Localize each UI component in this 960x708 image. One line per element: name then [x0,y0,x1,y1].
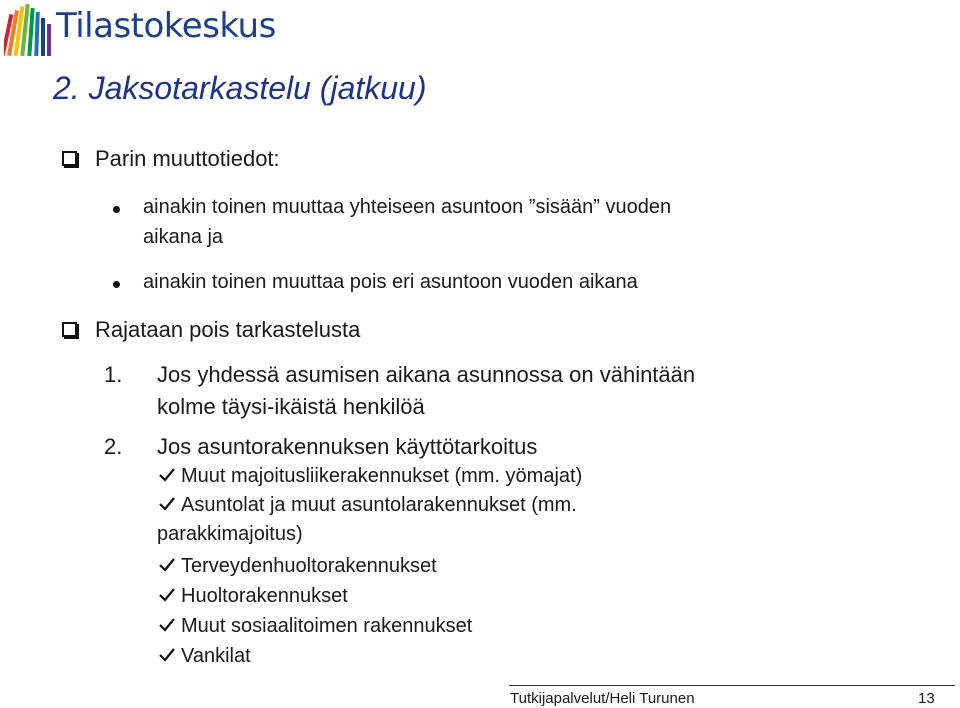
list-item-text-continuation: kolme täysi-ikäistä henkilöä [157,394,425,419]
check-item-text: Asuntolat ja muut asuntolarakennukset (mm. [181,494,577,516]
list-number: 1. [104,362,123,387]
checkmark-icon [158,496,176,512]
check-item-text-continuation: parakkimajoitus) [157,523,303,545]
check-item-text: Muut majoitusliikerakennukset (mm. yömajat) [181,465,583,487]
checkbox-bullet-icon [62,322,77,337]
check-item-text: Muut sosiaalitoimen rakennukset [181,615,473,637]
section-heading: Rajataan pois tarkastelusta [95,317,361,342]
slide-title: 2. Jaksotarkastelu (jatkuu) [53,70,427,106]
footer-author: Tutkijapalvelut/Heli Turunen [510,690,695,707]
bullet-text: ainakin toinen muuttaa yhteiseen asuntoon ”sisään” vuoden [143,196,672,218]
checkmark-icon [158,587,176,603]
list-item-text: Jos yhdessä asumisen aikana asunnossa on vähintään [157,362,696,387]
checkmark-icon [158,557,176,573]
check-item-text: Terveydenhuoltorakennukset [181,555,437,577]
footer-divider [509,685,955,686]
checkmark-icon [158,617,176,633]
bullet-text-continuation: aikana ja [143,226,224,248]
list-item-text: Jos asuntorakennuksen käyttötarkoitus [157,434,538,459]
bullet-dot-icon [113,206,120,213]
checkbox-bullet-icon [62,151,77,166]
checkmark-icon [158,647,176,663]
bullet-text: ainakin toinen muuttaa pois eri asuntoon vuoden aikana [143,271,638,293]
logo-wordmark: Tilastokeskus [56,6,276,46]
list-number: 2. [104,434,123,459]
section-heading: Parin muuttotiedot: [95,146,280,171]
check-item-text: Vankilat [181,645,251,667]
checkmark-icon [158,467,176,483]
page-number: 13 [918,690,935,707]
bullet-dot-icon [113,281,120,288]
check-item-text: Huoltorakennukset [181,585,348,607]
tilastokeskus-logo-icon [4,2,52,60]
